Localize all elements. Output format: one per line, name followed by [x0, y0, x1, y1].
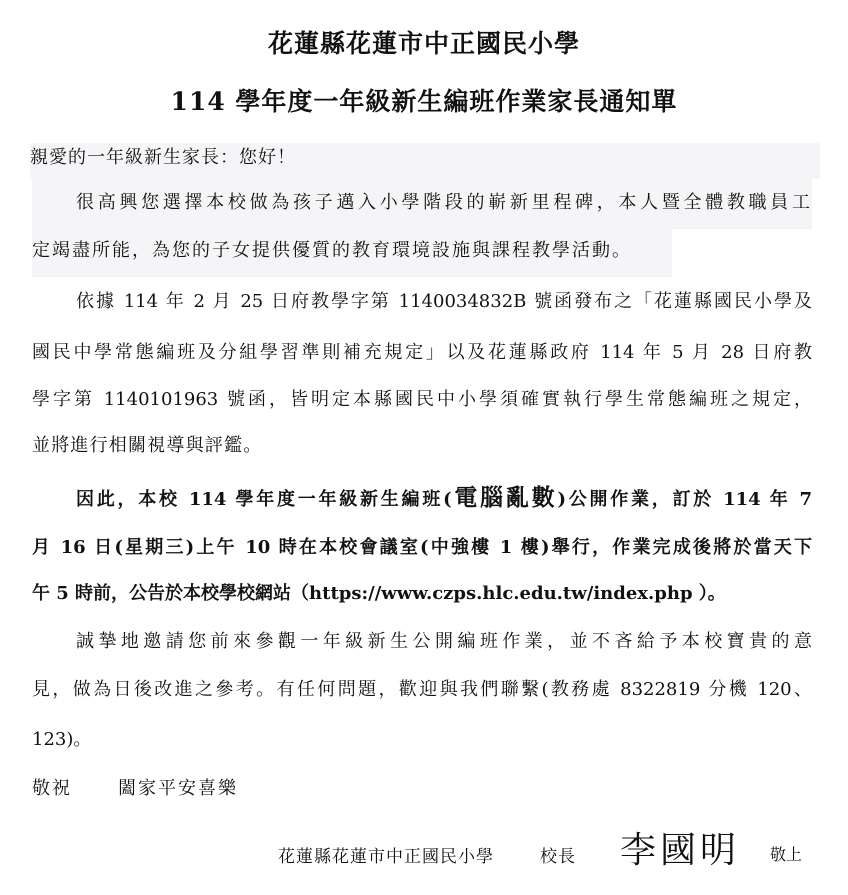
para2-line3: 學字第 1140101963 號函，皆明定本縣國民中小學須確實執行學生常態編班之規定，: [32, 389, 812, 410]
para3-line1: [32, 472, 812, 524]
school-title: 花蓮縣花蓮市中正國民小學: [267, 29, 580, 58]
closing-respect: 敬祝: [32, 778, 72, 799]
para3-line1-start: 因此，本校 114 學年度一年級新生編班(: [76, 489, 452, 510]
principal-name: 李國明: [620, 830, 741, 871]
para4-line1: 誠摯地邀請您前來參觀一年級新生公開編班作業，並不吝給予本校寶貴的意: [76, 631, 812, 652]
signature-closing: 敬上: [770, 845, 803, 864]
para3-line3: 午 5 時前，公告於本校學校網站（https://www.czps.hlc.edu.tw/index.php ）。: [32, 583, 726, 604]
notice-title: 114 學年度一年級新生編班作業家長通知單: [170, 87, 678, 116]
para3-line1-end: )公開作業，訂於 114 年 7: [557, 489, 813, 510]
para2-line2: 國民中學常態編班及分組學習準則補充規定」以及花蓮縣政府 114 年 5 月 28 日府教: [32, 342, 812, 363]
para1-line2: 定竭盡所能，為您的子女提供優質的教育環境設施與課程教學活動。: [32, 225, 672, 277]
para2-line1: 依據 114 年 2 月 25 日府教學字第 1140034832B 號函發布之「花蓮縣國民小學及: [76, 291, 812, 312]
signature-role: 校長: [540, 847, 576, 867]
closing-wish: 闔家平安喜樂: [118, 778, 238, 799]
para1-line1: 很高興您選擇本校做為孩子邁入小學階段的嶄新里程碑，本人暨全體教職員工: [32, 177, 812, 229]
signature-school: 花蓮縣花蓮市中正國民小學: [278, 847, 494, 867]
para2-line4: 並將進行相關視導與評鑑。: [32, 435, 263, 456]
para4-line3: 123)。: [32, 729, 92, 750]
random-method: 電腦亂數: [451, 484, 558, 511]
para3-line2: 月 16 日(星期三)上午 10 時在本校會議室(中強樓 1 樓)舉行，作業完成後將於當天下: [32, 537, 812, 558]
greeting: 親愛的一年級新生家長：您好！: [30, 143, 820, 179]
para4-line2: 見，做為日後改進之參考。有任何問題，歡迎與我們聯繫(教務處 8322819 分機 120、: [32, 679, 812, 700]
